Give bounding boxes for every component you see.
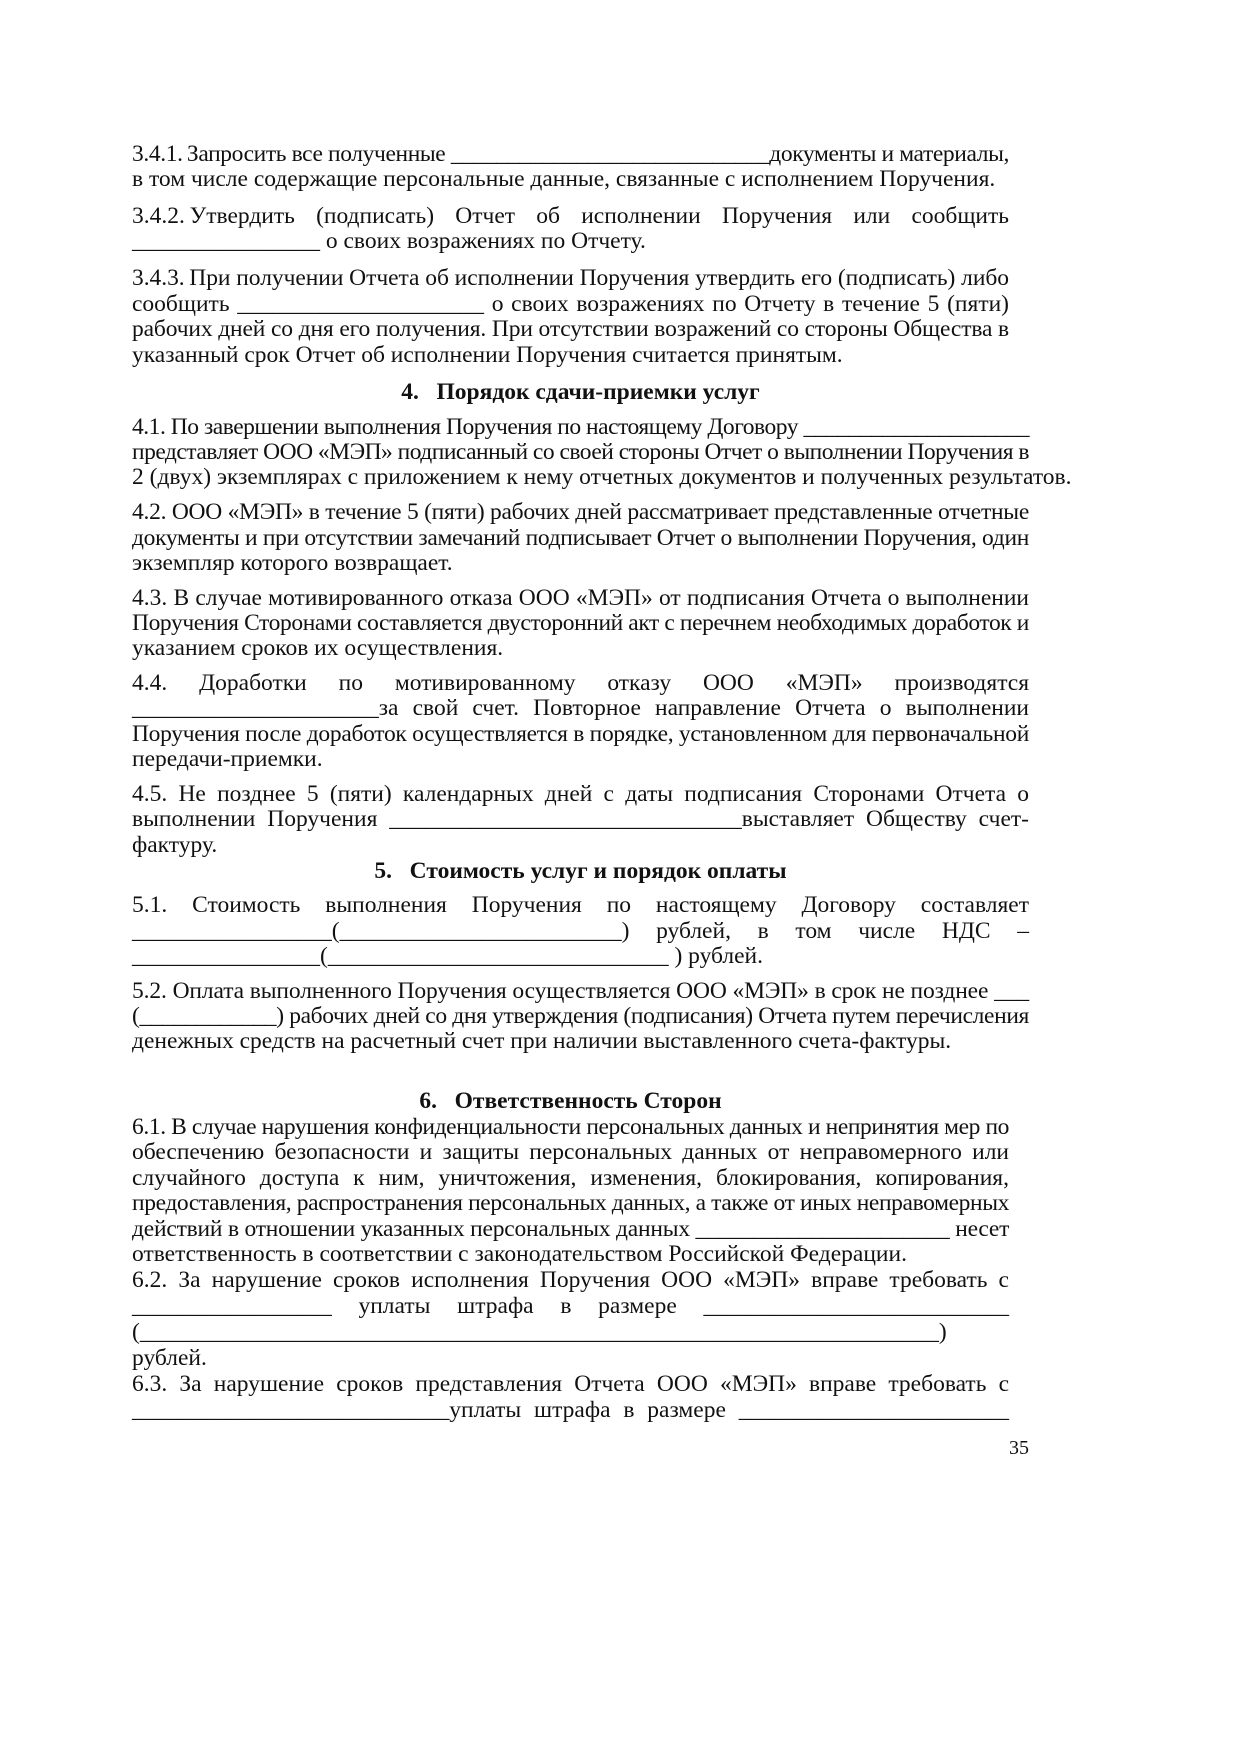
clause-4-4-line-3: Поручения после доработок осуществляется в порядке, установленном для первоначальной	[132, 721, 1029, 747]
clause-6-3-line-1: 6.3. За нарушение сроков представления Отчета ООО «МЭП» вправе требовать с	[132, 1371, 1009, 1397]
clause-3-4-1-line-1: 3.4.1. Запросить все полученные ____________________________документы и материалы,	[132, 141, 1009, 167]
clause-4-2-line-2: документы и при отсутствии замечаний подписывает Отчет о выполнении Поручения, один	[132, 525, 1029, 551]
section-6-heading: 6. Ответственность Сторон	[419, 1088, 722, 1114]
clause-6-1-line-2: обеспечению безопасности и защиты персональных данных от неправомерного или	[132, 1139, 1009, 1165]
section-4-heading: 4. Порядок сдачи-приемки услуг	[401, 379, 760, 405]
clause-4-4-line-2: _____________________за свой счет. Повторное направление Отчета о выполнении	[132, 695, 1029, 721]
clause-6-1-line-6: ответственность в соответствии с законодательством Российской Федерации.	[132, 1241, 907, 1267]
clause-6-2-line-1: 6.2. За нарушение сроков исполнения Поручения ООО «МЭП» вправе требовать с	[132, 1267, 1009, 1293]
clause-4-1-line-1: 4.1. По завершении выполнения Поручения по настоящему Договору ____________________	[132, 414, 1029, 440]
page-number: 35	[1009, 1437, 1029, 1459]
clause-4-2-line-3: экземпляр которого возвращает.	[132, 550, 453, 576]
section-5-heading: 5. Стоимость услуг и порядок оплаты	[374, 858, 787, 884]
clause-4-4-line-4: передачи-приемки.	[132, 746, 323, 772]
clause-4-1-line-2: представляет ООО «МЭП» подписанный со своей стороны Отчет о выполнении Поручения в	[132, 439, 1029, 465]
clause-6-1-line-1: 6.1. В случае нарушения конфиденциальности персональных данных и непринятия мер по	[132, 1114, 1010, 1140]
clause-3-4-3-line-2: сообщить _____________________ о своих возражениях по Отчету в течение 5 (пяти)	[132, 291, 1009, 317]
clause-3-4-1-line-2: в том числе содержащие персональные данные, связанные с исполнением Поручения.	[132, 166, 996, 192]
clause-4-2-line-1: 4.2. ООО «МЭП» в течение 5 (пяти) рабочих дней рассматривает представленные отчетные	[132, 499, 1029, 525]
clause-3-4-2-line-1: 3.4.2. Утвердить (подписать) Отчет об исполнении Поручения или сообщить	[132, 203, 1009, 229]
clause-4-3-line-2: Поручения Сторонами составляется двусторонний акт с перечнем необходимых доработок и	[132, 610, 1029, 636]
clause-4-4-line-1: 4.4. Доработки по мотивированному отказу ООО «МЭП» производятся	[132, 670, 1029, 696]
clause-5-2-line-3: денежных средств на расчетный счет при наличии выставленного счета-фактуры.	[132, 1028, 952, 1054]
clause-4-3-line-1: 4.3. В случае мотивированного отказа ООО «МЭП» от подписания Отчета о выполнении	[132, 585, 1029, 611]
clause-3-4-2-line-2: ________________ о своих возражениях по Отчету.	[132, 228, 646, 254]
clause-4-5-line-2: выполнении Поручения ______________________________выставляет Обществу счет-	[132, 806, 1029, 832]
clause-5-1-line-3: ________________(_____________________________ ) рублей.	[132, 943, 764, 969]
clause-4-3-line-3: указанием сроков их осуществления.	[132, 635, 504, 661]
clause-5-1-line-2: _________________(________________________) рублей, в том числе НДС –	[132, 918, 1029, 944]
clause-6-3-line-2: ___________________________уплаты штрафа в размере _______________________	[132, 1397, 1009, 1423]
clause-5-2-line-2: (____________) рабочих дней со дня утверждения (подписания) Отчета путем перечисления	[132, 1003, 1029, 1029]
clause-4-1-line-3: 2 (двух) экземплярах с приложением к нему отчетных документов и полученных результатов.	[132, 464, 1072, 490]
clause-6-2-line-3: (____________________________________________________________________)	[132, 1319, 947, 1345]
clause-6-2-line-2: _________________ уплаты штрафа в размере __________________________	[132, 1293, 1009, 1319]
clause-3-4-3-line-3: рабочих дней со дня его получения. При отсутствии возражений со стороны Общества в	[132, 316, 1009, 342]
clause-4-5-line-3: фактуру.	[132, 832, 218, 858]
clause-3-4-3-line-4: указанный срок Отчет об исполнении Поручения считается принятым.	[132, 342, 843, 368]
clause-4-5-line-1: 4.5. Не позднее 5 (пяти) календарных дней с даты подписания Сторонами Отчета о	[132, 781, 1029, 807]
clause-6-1-line-3: случайного доступа к ним, уничтожения, изменения, блокирования, копирования,	[132, 1165, 1009, 1191]
clause-6-2-line-4: рублей.	[132, 1345, 207, 1371]
clause-6-1-line-5: действий в отношении указанных персональных данных ______________________ несет	[132, 1216, 1010, 1242]
clause-5-1-line-1: 5.1. Стоимость выполнения Поручения по настоящему Договору составляет	[132, 892, 1029, 918]
clause-3-4-3-line-1: 3.4.3. При получении Отчета об исполнении Поручения утвердить его (подписать) либо	[132, 265, 1009, 291]
clause-6-1-line-4: предоставления, распространения персональных данных, а также от иных неправомерных	[132, 1190, 1009, 1216]
clause-5-2-line-1: 5.2. Оплата выполненного Поручения осуществляется ООО «МЭП» в срок не позднее ___	[132, 978, 1029, 1004]
